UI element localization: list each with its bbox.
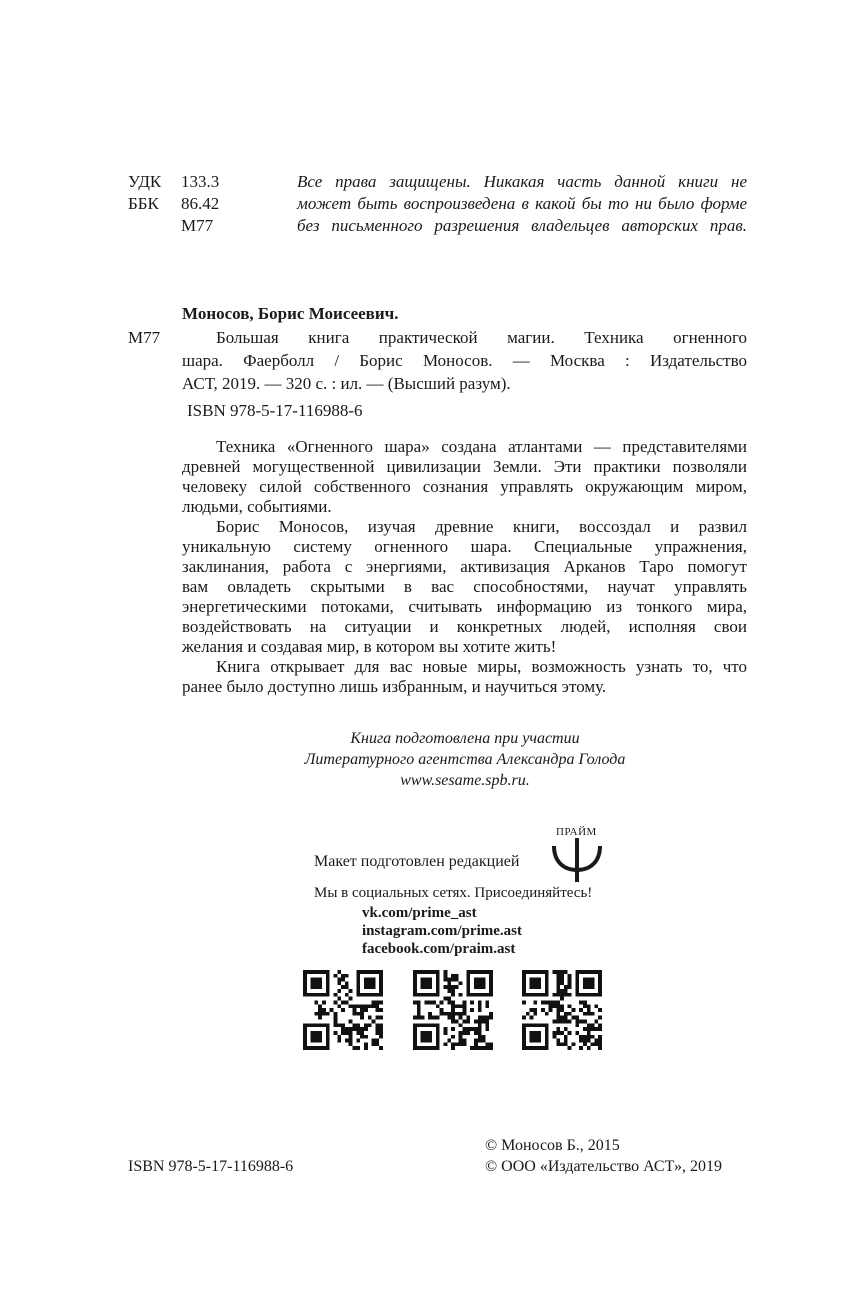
annotation-line: людьми, событиями. [182, 497, 332, 516]
udk-label: УДК [128, 172, 162, 191]
copyright-line: © Моносов Б., 2015 [485, 1137, 620, 1154]
website-link: www.sesame.spb.ru. [400, 772, 530, 789]
classification-codes [128, 171, 219, 237]
annotation-line: древней могущественной цивилизации Земли. Эти практики позволяли [182, 457, 747, 476]
bbk-label: ББК [128, 194, 159, 213]
vk-link[interactable]: vk.com/prime_ast [362, 905, 477, 921]
author-heading: Моносов, Борис Моисеевич. [182, 304, 399, 323]
annotation-line: Книга открывает для вас новые миры, возможность узнать то, что [216, 657, 747, 676]
isbn-entry: ISBN 978-5-17-116988-6 [187, 401, 363, 420]
rights-line: без письменного разрешения владельцев авторских прав. [297, 216, 747, 235]
maket-credit: Макет подготовлен редакцией [314, 853, 520, 870]
udk-value: 133.3 [181, 172, 220, 191]
prepared-credits [200, 728, 730, 791]
author-code: М77 [181, 216, 214, 235]
qr-code-icon [413, 970, 493, 1050]
annotation-line: Борис Моносов, изучая древние книги, воссоздал и развил [216, 517, 747, 536]
prepared-line: Литературного агентства Александра Голода [304, 751, 626, 768]
rights-line: может быть воспроизведена в какой бы то ни было форме [297, 194, 747, 213]
biblio-line: АСТ, 2019. — 320 с. : ил. — (Высший разум). [182, 374, 511, 393]
isbn-footer: ISBN 978-5-17-116988-6 [128, 1158, 294, 1175]
qr-code-instagram [413, 970, 493, 1050]
annotation-line: энергетическими потоками, считывать информацию из тонкого мира, [182, 597, 747, 616]
bbk-value: 86.42 [181, 194, 220, 213]
psi-icon [548, 826, 608, 882]
instagram-link[interactable]: instagram.com/prime.ast [362, 923, 522, 939]
social-links [362, 904, 522, 958]
catalog-code: М77 [128, 328, 161, 347]
qr-code-vk [303, 970, 383, 1050]
annotation-line: ранее было доступно лишь избранным, и научиться этому. [182, 677, 607, 696]
bibliographic-description [182, 327, 747, 396]
annotation-line: желания и создавая мир, в котором вы хотите жить! [182, 637, 557, 656]
logo-text: ПРАЙМ [556, 826, 597, 838]
annotation-line: Техника «Огненного шара» создана атлантами — представителями [216, 437, 747, 456]
copyright-block [485, 1135, 722, 1177]
annotation [182, 436, 747, 696]
qr-code-facebook [522, 970, 602, 1050]
copyright-line: © ООО «Издательство АСТ», 2019 [485, 1158, 722, 1175]
rights-line: Все права защищены. Никакая часть данной книги не [297, 172, 747, 191]
annotation-line: заклинания, работа с энергиями, активизация Арканов Таро помогут [182, 557, 747, 576]
social-title: Мы в социальных сетях. Присоединяйтесь! [314, 885, 593, 901]
facebook-link[interactable]: facebook.com/praim.ast [362, 941, 516, 957]
qr-code-icon [303, 970, 383, 1050]
annotation-line: человеку силой собственного сознания управлять окружающим миром, [182, 477, 747, 496]
prepared-line: Книга подготовлена при участии [350, 730, 580, 747]
annotation-line: воздействовать на ситуации и конкретных людей, исполняя свои [182, 617, 747, 636]
rights-notice [297, 171, 747, 237]
annotation-line: уникальную систему огненного шара. Специальные упражнения, [182, 537, 747, 556]
praim-logo [548, 826, 608, 882]
annotation-line: вам овладеть скрытыми в вас способностями, научат управлять [182, 577, 747, 596]
qr-code-icon [522, 970, 602, 1050]
biblio-line: Большая книга практической магии. Техника огненного [216, 328, 747, 347]
biblio-line: шара. Фаерболл / Борис Моносов. — Москва : Издательство [182, 351, 747, 370]
